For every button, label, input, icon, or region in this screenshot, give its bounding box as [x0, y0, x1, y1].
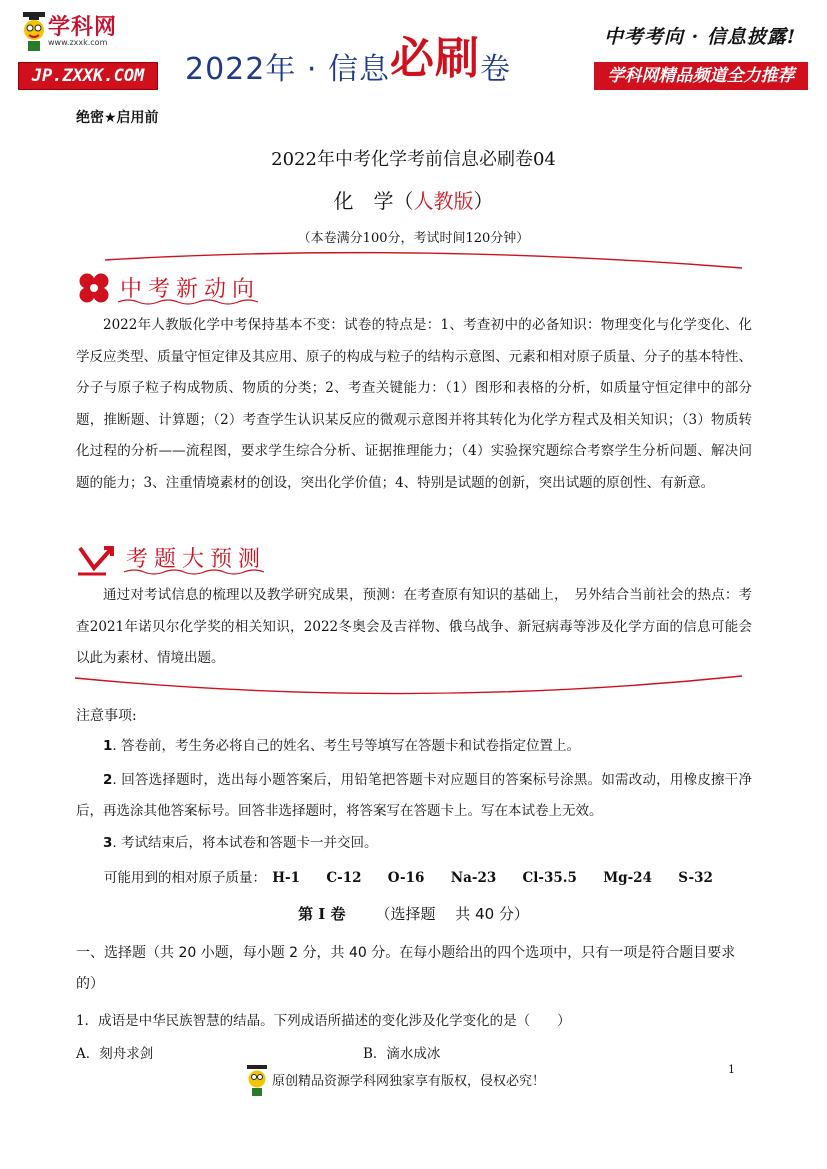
heading-underline — [118, 298, 268, 306]
element-mass: S-32 — [678, 870, 713, 886]
banner-year: 2022年 · 信息 — [185, 52, 390, 87]
secret-label: 绝密★启用前 — [76, 110, 159, 126]
predict-paragraph: 通过对考试信息的梳理以及教学研究成果，预测：在考查原有知识的基础上， 另外结合当前社会的热点：考查2021年诺贝尔化学奖的相关知识，2022冬奥会及吉祥物、俄乌战争、新冠病毒等涉及化学方面的信息可能会以此为素材、情境出题。 — [76, 587, 752, 666]
subject-close: ） — [473, 189, 494, 213]
atomic-masses — [104, 866, 713, 886]
trends-heading: 中考新动向 — [120, 277, 261, 302]
subject-name: 化 学（ — [333, 189, 414, 213]
predict-heading: 考题大预测 — [126, 547, 267, 572]
element-mass: C-12 — [326, 870, 362, 886]
subject-edition: 人教版 — [413, 189, 474, 213]
note-text: . 答卷前，考生务必将自己的姓名、考生号等填写在答题卡和试卷指定位置上。 — [112, 738, 580, 754]
part-heading — [0, 903, 827, 924]
subject-title — [0, 185, 827, 214]
tagline: 中考考向 · 信息披露! — [604, 26, 797, 48]
notes-title: 注意事项: — [76, 708, 137, 724]
trends-paragraph: 2022年人教版化学中考保持基本不变：试卷的特点是：1、考查初中的必备知识：物理变化与化学变化、化学反应类型、质量守恒定律及其应用、原子的构成与粒子的结构示意图、元素和相对原子质量、分子的基本特性、分子与原子粒子构成物质、物质的分类；2、考查关键能力：（1）图形和表格的分析，如质量守恒定律中的部分题，推断题、计算题；（2）考查学生认识某反应的微观示意图并将其转化为化学方程式及相关知识；（3）物质转化过程的分析——流程图，要求学生综合分析、证据推理能力；（4）实验探究题综合考察学生分析问题、解决问题的能力；3、注重情境素材的创设，突出化学价值；4、特别是试题的创新，突出试题的原创性、有新意。 — [76, 317, 752, 491]
trend-arrow-icon — [76, 542, 116, 578]
heading-underline-2 — [124, 568, 274, 576]
site-badge[interactable]: JP.ZXXK.COM — [18, 62, 158, 90]
note-text: . 回答选择题时，选出每小题答案后，用铅笔把答题卡对应题目的答案标号涂黑。如需改动，用橡皮擦干净后，再选涂其他答案标号。回答非选择题时，将答案写在答题卡上。写在本试卷上无效。 — [76, 772, 752, 819]
element-mass: Na-23 — [450, 870, 497, 886]
note-text: . 考试结束后，将本试卷和答题卡一并交回。 — [112, 835, 378, 851]
note-item-2 — [76, 765, 752, 827]
logo-text: 学科网 — [48, 15, 118, 40]
note-num: 1 — [103, 738, 113, 754]
note-item-1 — [76, 731, 752, 762]
option-b: B．滴水成冰 — [363, 1046, 441, 1062]
mascot-icon — [20, 10, 48, 54]
banner-suffix: 卷 — [479, 52, 511, 87]
atomic-label: 可能用到的相对原子质量： — [104, 870, 266, 886]
page-number: 1 — [728, 1063, 735, 1076]
question-stem: 1．成语是中华民族智慧的结晶。下列成语所描述的变化涉及化学变化的是（ ） — [76, 1013, 571, 1029]
element-mass: H-1 — [272, 870, 301, 886]
banner-emphasis: 必刷 — [389, 33, 480, 84]
banner-title — [185, 28, 511, 92]
element-mass: Cl-35.5 — [522, 870, 577, 886]
note-num: 3 — [103, 835, 113, 851]
footer-copyright: 原创精品资源学科网独家享有版权，侵权必究！ — [272, 1074, 546, 1089]
exam-meta: （本卷满分100分，考试时间120分钟） — [297, 231, 530, 246]
part-desc: （选择题 共 40 分） — [375, 905, 529, 923]
element-mass: Mg-24 — [603, 870, 652, 886]
element-mass: O-16 — [387, 870, 425, 886]
section-instruction: 一、选择题（共 20 小题，每小题 2 分，共 40 分。在每小题给出的四个选项中，只有一项是符合题目要求的） — [76, 945, 736, 992]
part-label: 第 I 卷 — [298, 905, 346, 923]
note-item-3 — [76, 828, 752, 859]
logo-url: www.zxxk.com — [48, 38, 108, 47]
option-a: A．刻舟求剑 — [76, 1046, 154, 1062]
exam-title: 2022年中考化学考前信息必刷卷04 — [271, 149, 556, 170]
promo-badge: 学科网精品频道全力推荐 — [594, 62, 808, 90]
note-num: 2 — [103, 772, 113, 788]
mascot-icon — [244, 1064, 270, 1098]
clover-icon — [76, 270, 112, 306]
